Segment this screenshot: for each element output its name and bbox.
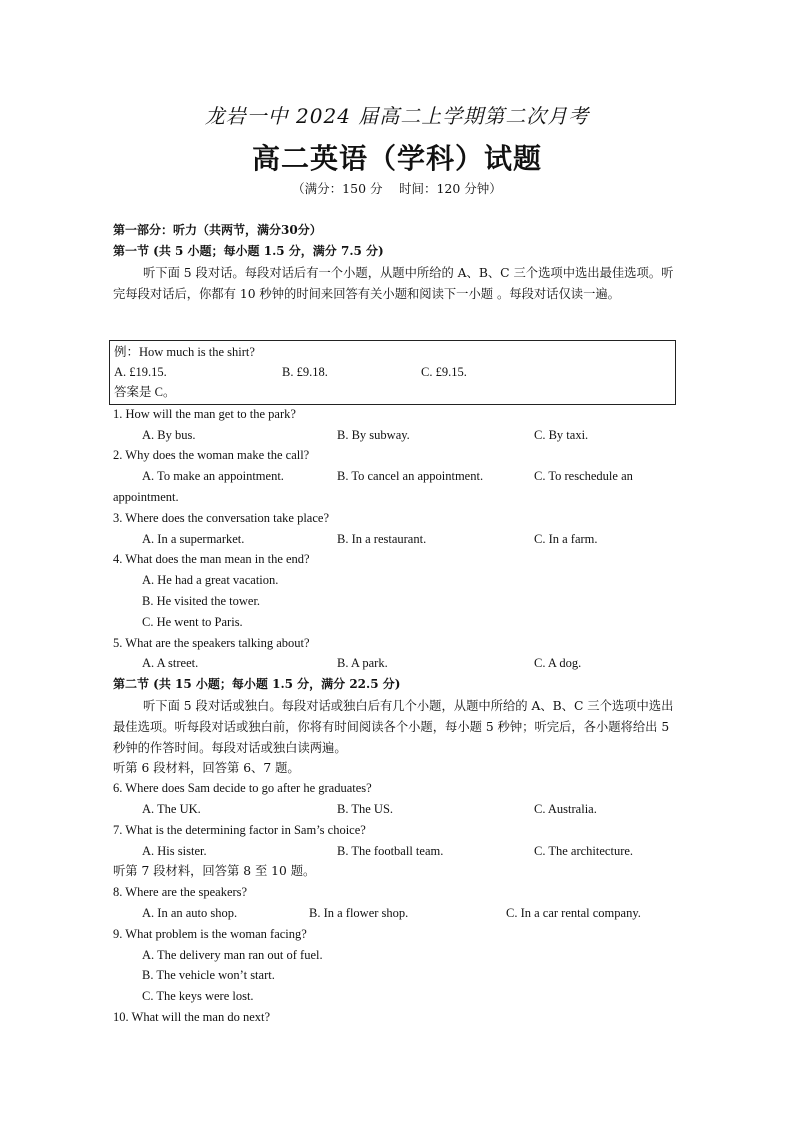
page-title: 高二英语（学科）试题 <box>251 142 542 175</box>
q4-option-b: B. He visited the tower. <box>142 594 261 608</box>
q3-option-c: C. In a farm. <box>534 532 598 546</box>
q9-option-a: A. The delivery man ran out of fuel. <box>142 948 323 962</box>
q7-option-c: C. The architecture. <box>534 844 634 858</box>
section2-heading: 第二节 (共 15 小题；每小题 1.5 分，满分 22.5 分) <box>113 677 401 691</box>
question-10: 10. What will the man do next? <box>113 1010 271 1024</box>
material-6-instruction: 听第 6 段材料，回答第 6、7 题。 <box>113 761 300 775</box>
example-question: 例：How much is the shirt? <box>114 345 255 359</box>
section1-heading: 第一节 (共 5 小题；每小题 1.5 分，满分 7.5 分) <box>113 244 384 258</box>
q5-option-b: B. A park. <box>337 656 388 670</box>
q8-option-a: A. In an auto shop. <box>142 906 238 920</box>
q3-option-b: B. In a restaurant. <box>337 532 427 546</box>
q6-option-a: A. The UK. <box>142 802 201 816</box>
school-exam-line: 龙岩一中 2024 届高二上学期第二次月考 <box>204 104 590 128</box>
q1-option-b: B. By subway. <box>337 428 410 442</box>
q3-option-a: A. In a supermarket. <box>142 532 245 546</box>
q5-option-a: A. A street. <box>142 656 199 670</box>
q8-option-c: C. In a car rental company. <box>506 906 641 920</box>
example-answer: 答案是 C。 <box>114 385 176 399</box>
q4-option-c: C. He went to Paris. <box>142 615 243 629</box>
q1-option-c: C. By taxi. <box>534 428 589 442</box>
q2-option-c: C. To reschedule an <box>534 469 633 483</box>
question-8: 8. Where are the speakers? <box>113 885 248 899</box>
question-1: 1. How will the man get to the park? <box>113 407 296 421</box>
q9-option-b: B. The vehicle won’t start. <box>142 968 275 982</box>
q5-option-c: C. A dog. <box>534 656 582 670</box>
score-time-line: （满分：150 分 时间：120 分钟） <box>292 181 502 196</box>
q6-option-c: C. Australia. <box>534 802 597 816</box>
q9-option-c: C. The keys were lost. <box>142 989 254 1003</box>
example-option-c: C. £9.15. <box>421 365 467 379</box>
q7-option-a: A. His sister. <box>142 844 207 858</box>
q2-option-c-continued: appointment. <box>113 490 179 504</box>
q8-option-b: B. In a flower shop. <box>309 906 409 920</box>
example-option-b: B. £9.18. <box>282 365 328 379</box>
q2-option-b: B. To cancel an appointment. <box>337 469 484 483</box>
example-option-a: A. £19.15. <box>114 365 167 379</box>
question-3: 3. Where does the conversation take place? <box>113 511 329 525</box>
section2-intro: 听下面 5 段对话或独白。每段对话或独白后有几个小题，从题中所给的 A、B、C 三个选项中选出最佳选项。听每段对话或独白前，你将有时间阅读各个小题，每小题 5 秒钟；听完后，各小题将给出 5 秒钟的作答时间。每段对话或独白读两遍。 <box>113 699 674 755</box>
q7-option-b: B. The football team. <box>337 844 444 858</box>
q1-option-a: A. By bus. <box>142 428 196 442</box>
q2-option-a: A. To make an appointment. <box>142 469 284 483</box>
example-box <box>109 340 676 405</box>
question-5: 5. What are the speakers talking about? <box>113 636 310 650</box>
question-6: 6. Where does Sam decide to go after he graduates? <box>113 781 372 795</box>
material-7-instruction: 听第 7 段材料，回答第 8 至 10 题。 <box>113 864 316 878</box>
q6-option-b: B. The US. <box>337 802 394 816</box>
question-4: 4. What does the man mean in the end? <box>113 552 310 566</box>
section1-intro: 听下面 5 段对话。每段对话后有一个小题，从题中所给的 A、B、C 三个选项中选出最佳选项。听完每段对话后，你都有 10 秒钟的时间来回答有关小题和阅读下一小题 。每段对话仅读一遍。 <box>113 266 674 301</box>
q4-option-a: A. He had a great vacation. <box>142 573 279 587</box>
question-2: 2. Why does the woman make the call? <box>113 448 310 462</box>
question-7: 7. What is the determining factor in Sam’s choice? <box>113 823 366 837</box>
question-9: 9. What problem is the woman facing? <box>113 927 307 941</box>
part1-heading: 第一部分：听力（共两节，满分30分） <box>113 223 322 237</box>
